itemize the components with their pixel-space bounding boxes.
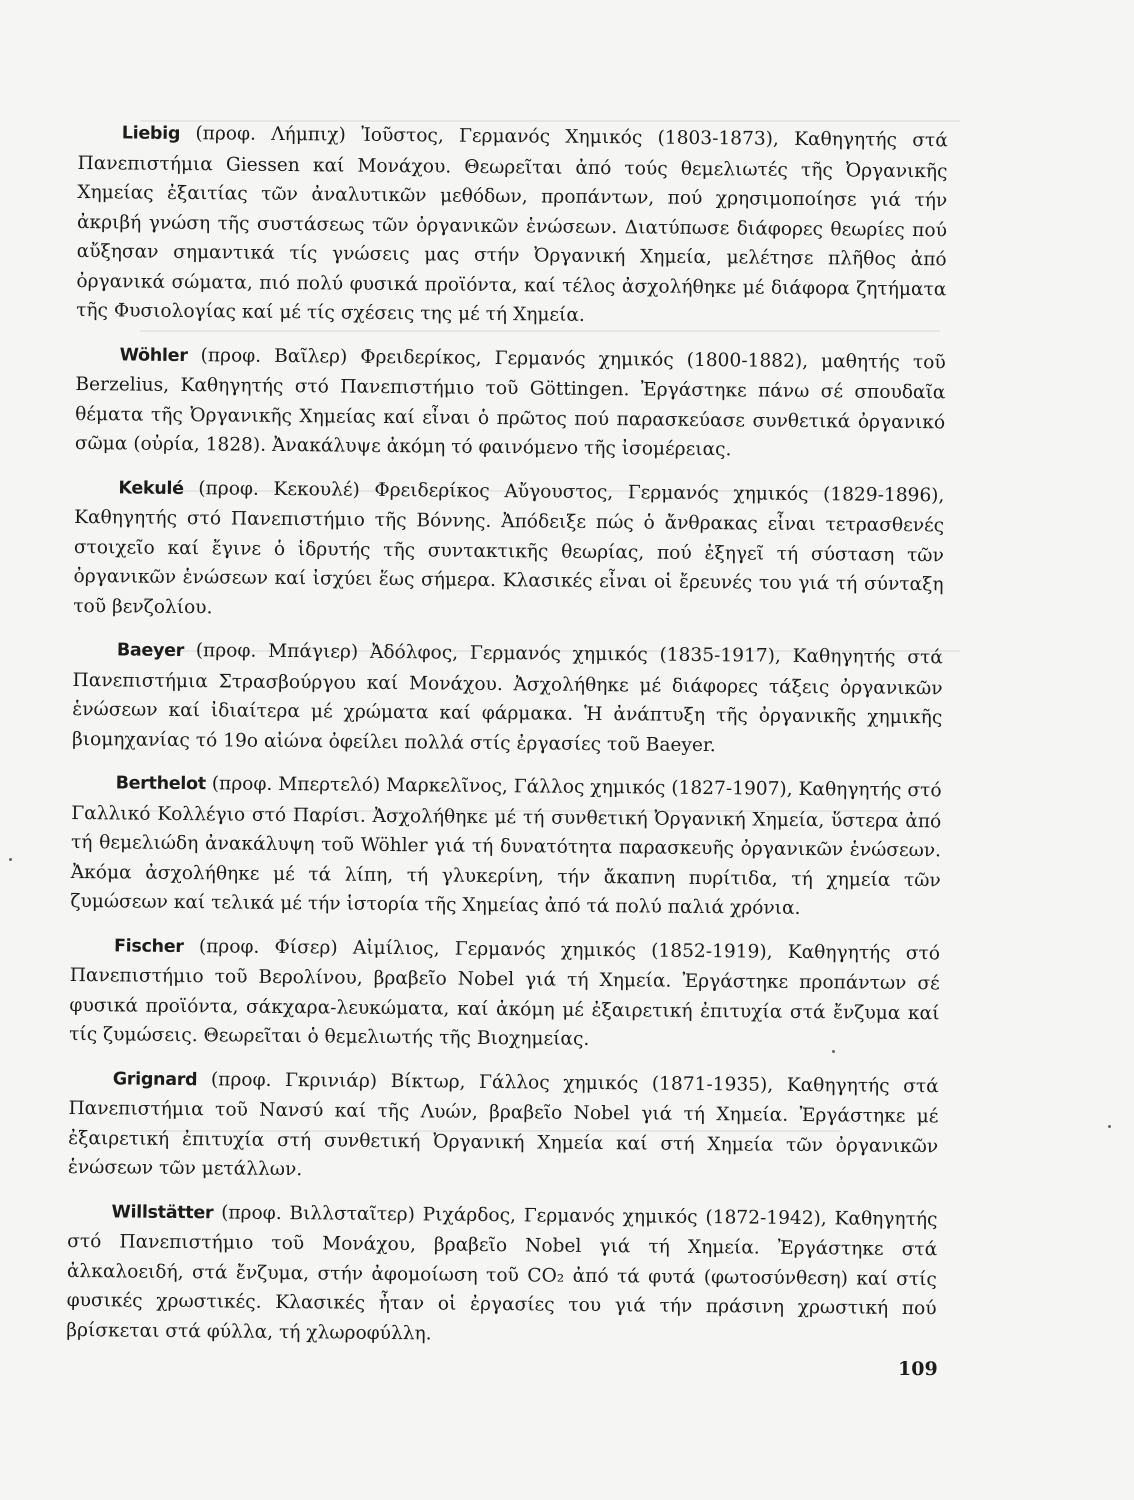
entry-grignard bbox=[68, 1063, 939, 1190]
entry-name: Wöhler bbox=[119, 344, 188, 366]
scan-speck bbox=[832, 1050, 835, 1053]
page-number: 109 bbox=[898, 1358, 938, 1380]
entry-text: (προφ. Γκρινιάρ) Βίκτωρ, Γάλλος χημικός (1871-1935), Καθηγητής στά Πανεπιστήμια τοῦ Νανσύ καί τῆς Λυών, βραβεῖο Nobel γιά τή Χημεία. Ἐργάστηκε μέ ἐξαιρετική ἐπιτυχία στή συνθετική Ὀργανική Χημεία καί στή Χημεία τῶν ὀργανικῶν ἑνώσεων τῶν μετάλλων. bbox=[67, 1068, 939, 1181]
entry-text: (προφ. Βιλλσταῖτερ) Ριχάρδος, Γερμανός χημικός (1872-1942), Καθηγητής στό Πανεπιστήμιο τοῦ Μονάχου, βραβεῖο Nobel γιά τή Χημεία. Ἐργάστηκε στά ἀλκαλοειδή, στά ἔνζυμα, στήν ἀφομοίωση τοῦ CO₂ ἀπό τά φυτά (φωτοσύνθεση) καί στίς φυσικές χρωστικές. Κλασικές ἦταν οἱ ἐργασίες του γιά τήν πράσινη χρωστική πού βρίσκεται στά φύλλα, τή χλωροφύλλη. bbox=[66, 1201, 938, 1344]
entry-kekule bbox=[73, 472, 944, 629]
entry-name: Kekulé bbox=[118, 477, 184, 499]
entry-text: (προφ. Βαῖλερ) Φρειδερίκος, Γερμανός χημικός (1800-1882), μαθητής τοῦ Berzelius, Καθηγητής στό Πανεπιστήμιο τοῦ Göttingen. Ἐργάστηκε πάνω σέ σπουδαῖα θέματα τῆς Ὀργανικῆς Χημείας καί εἶναι ὁ πρῶτος πού παρασκεύασε συνθετικά ὀργανικό σῶμα (οὐρία, 1828). Ἀνακάλυψε ἀκόμη τό φαινόμενο τῆς ἰσομέρειας. bbox=[74, 344, 946, 461]
entry-text: (προφ. Μπάγιερ) Ἀδόλφος, Γερμανός χημικός (1835-1917), Καθηγητής στά Πανεπιστήμια Στρασβούργου καί Μονάχου. Ἀσχολήθηκε μέ διάφορες τάξεις ὀργανικῶν ἑνώσεων καί ἰδιαίτερα μέ χρώματα καί φάρμακα. Ἡ ἀνάπτυξη τῆς ὀργανικῆς χημικῆς βιομηχανίας τό 19ο αἰώνα ὀφείλει πολλά στίς ἐργασίες τοῦ Baeyer. bbox=[71, 640, 943, 756]
entry-liebig bbox=[76, 118, 948, 334]
entry-name: Grignard bbox=[112, 1068, 198, 1090]
entry-text: (προφ. Φίσερ) Αἰμίλιος, Γερμανός χημικός (1852-1919), Καθηγητής στό Πανεπιστήμιο τοῦ Βερολίνου, βραβεῖο Nobel γιά τή Χημεία. Ἐργάστηκε προπάντων σέ φυσικά προϊόντα, σάκχαρα-λευκώματα, καί ἀκόμη μέ ἐξαιρετική ἐπιτυχία στά ἔνζυμα καί τίς ζυμώσεις. Θεωρεῖται ὁ θεμελιωτής τῆς Βιοχημείας. bbox=[69, 935, 941, 1050]
entry-text: (προφ. Κεκουλέ) Φρειδερίκος Αὔγουστος, Γερμανός χημικός (1829-1896), Καθηγητής στό Πανεπιστήμιο τῆς Βόννης. Ἀπόδειξε πώς ὁ ἄνθρακας εἶναι τετρασθενές στοιχεῖο καί ἔγινε ὁ ἱδρυτής τῆς συντακτικῆς θεωρίας, πού ἐξηγεῖ τή σύσταση τῶν ὀργανικῶν ἑνώσεων καί ἰσχύει ἕως σήμερα. Κλασικές εἶναι οἱ ἔρευνές του γιά τή σύνταξη τοῦ βενζολίου. bbox=[73, 477, 945, 618]
entry-berthelot bbox=[70, 768, 941, 925]
entry-text: (προφ. Μπερτελό) Μαρκελῖνος, Γάλλος χημικός (1827-1907), Καθηγητής στό Γαλλικό Κολλέγιο στό Παρίσι. Ἀσχολήθηκε μέ τή συνθετική Ὀργανική Χημεία, ὕστερα ἀπό τή θεμελιώδη ἀνακάλυψη τοῦ Wöhler γιά τή δυνατότητα παρασκευῆς ὀργανικῶν ἑνώσεων. Ἀκόμα ἀσχολήθηκε μέ τά λίπη, τή γλυκερίνη, τήν ἄκαπνη πυρίτιδα, τή χημεία τῶν ζυμώσεων καί τελικά μέ τήν ἱστορία τῆς Χημείας ἀπό τά πολύ παλιά χρόνια. bbox=[70, 773, 942, 919]
entry-fischer bbox=[69, 930, 940, 1057]
entry-name: Berthelot bbox=[115, 773, 206, 795]
entry-name: Baeyer bbox=[116, 640, 185, 662]
scan-speck bbox=[9, 858, 12, 861]
entry-baeyer bbox=[72, 635, 943, 762]
entry-wohler bbox=[75, 339, 946, 466]
entry-text: (προφ. Λήμπιχ) Ἰοῦστος, Γερμανός Χημικός (1803-1873), Καθηγητής στά Πανεπιστήμια Giessen καί Μονάχου. Θεωρεῖται ἀπό τούς θεμελιωτές τῆς Ὀργανικῆς Χημείας ἐξαιτίας τῶν ἀναλυτικῶν μεθόδων, προπάντων, πού χρησιμοποίησε γιά τήν ἀκριβή γνώση τῆς συστάσεως τῶν ὀργανικῶν ἑνώσεων. Διατύπωσε διάφορες θεωρίες πού αὔξησαν σημαντικά τίς γνώσεις μας στήν Ὀργανική Χημεία, μελέτησε πλῆθος ἀπό ὀργανικά σώματα, πιό πολύ φυσικά προϊόντα, καί τέλος ἀσχολήθηκε μέ διάφορα ζητήματα τῆς Φυσιολογίας καί μέ τίς σχέσεις της μέ τή Χημεία. bbox=[76, 122, 948, 326]
entry-name: Fischer bbox=[113, 935, 184, 957]
scan-speck bbox=[1108, 1125, 1111, 1128]
biographies bbox=[66, 118, 948, 1367]
entry-willstatter bbox=[66, 1196, 937, 1353]
entry-name: Liebig bbox=[121, 123, 181, 144]
entry-name: Willstätter bbox=[111, 1201, 214, 1223]
